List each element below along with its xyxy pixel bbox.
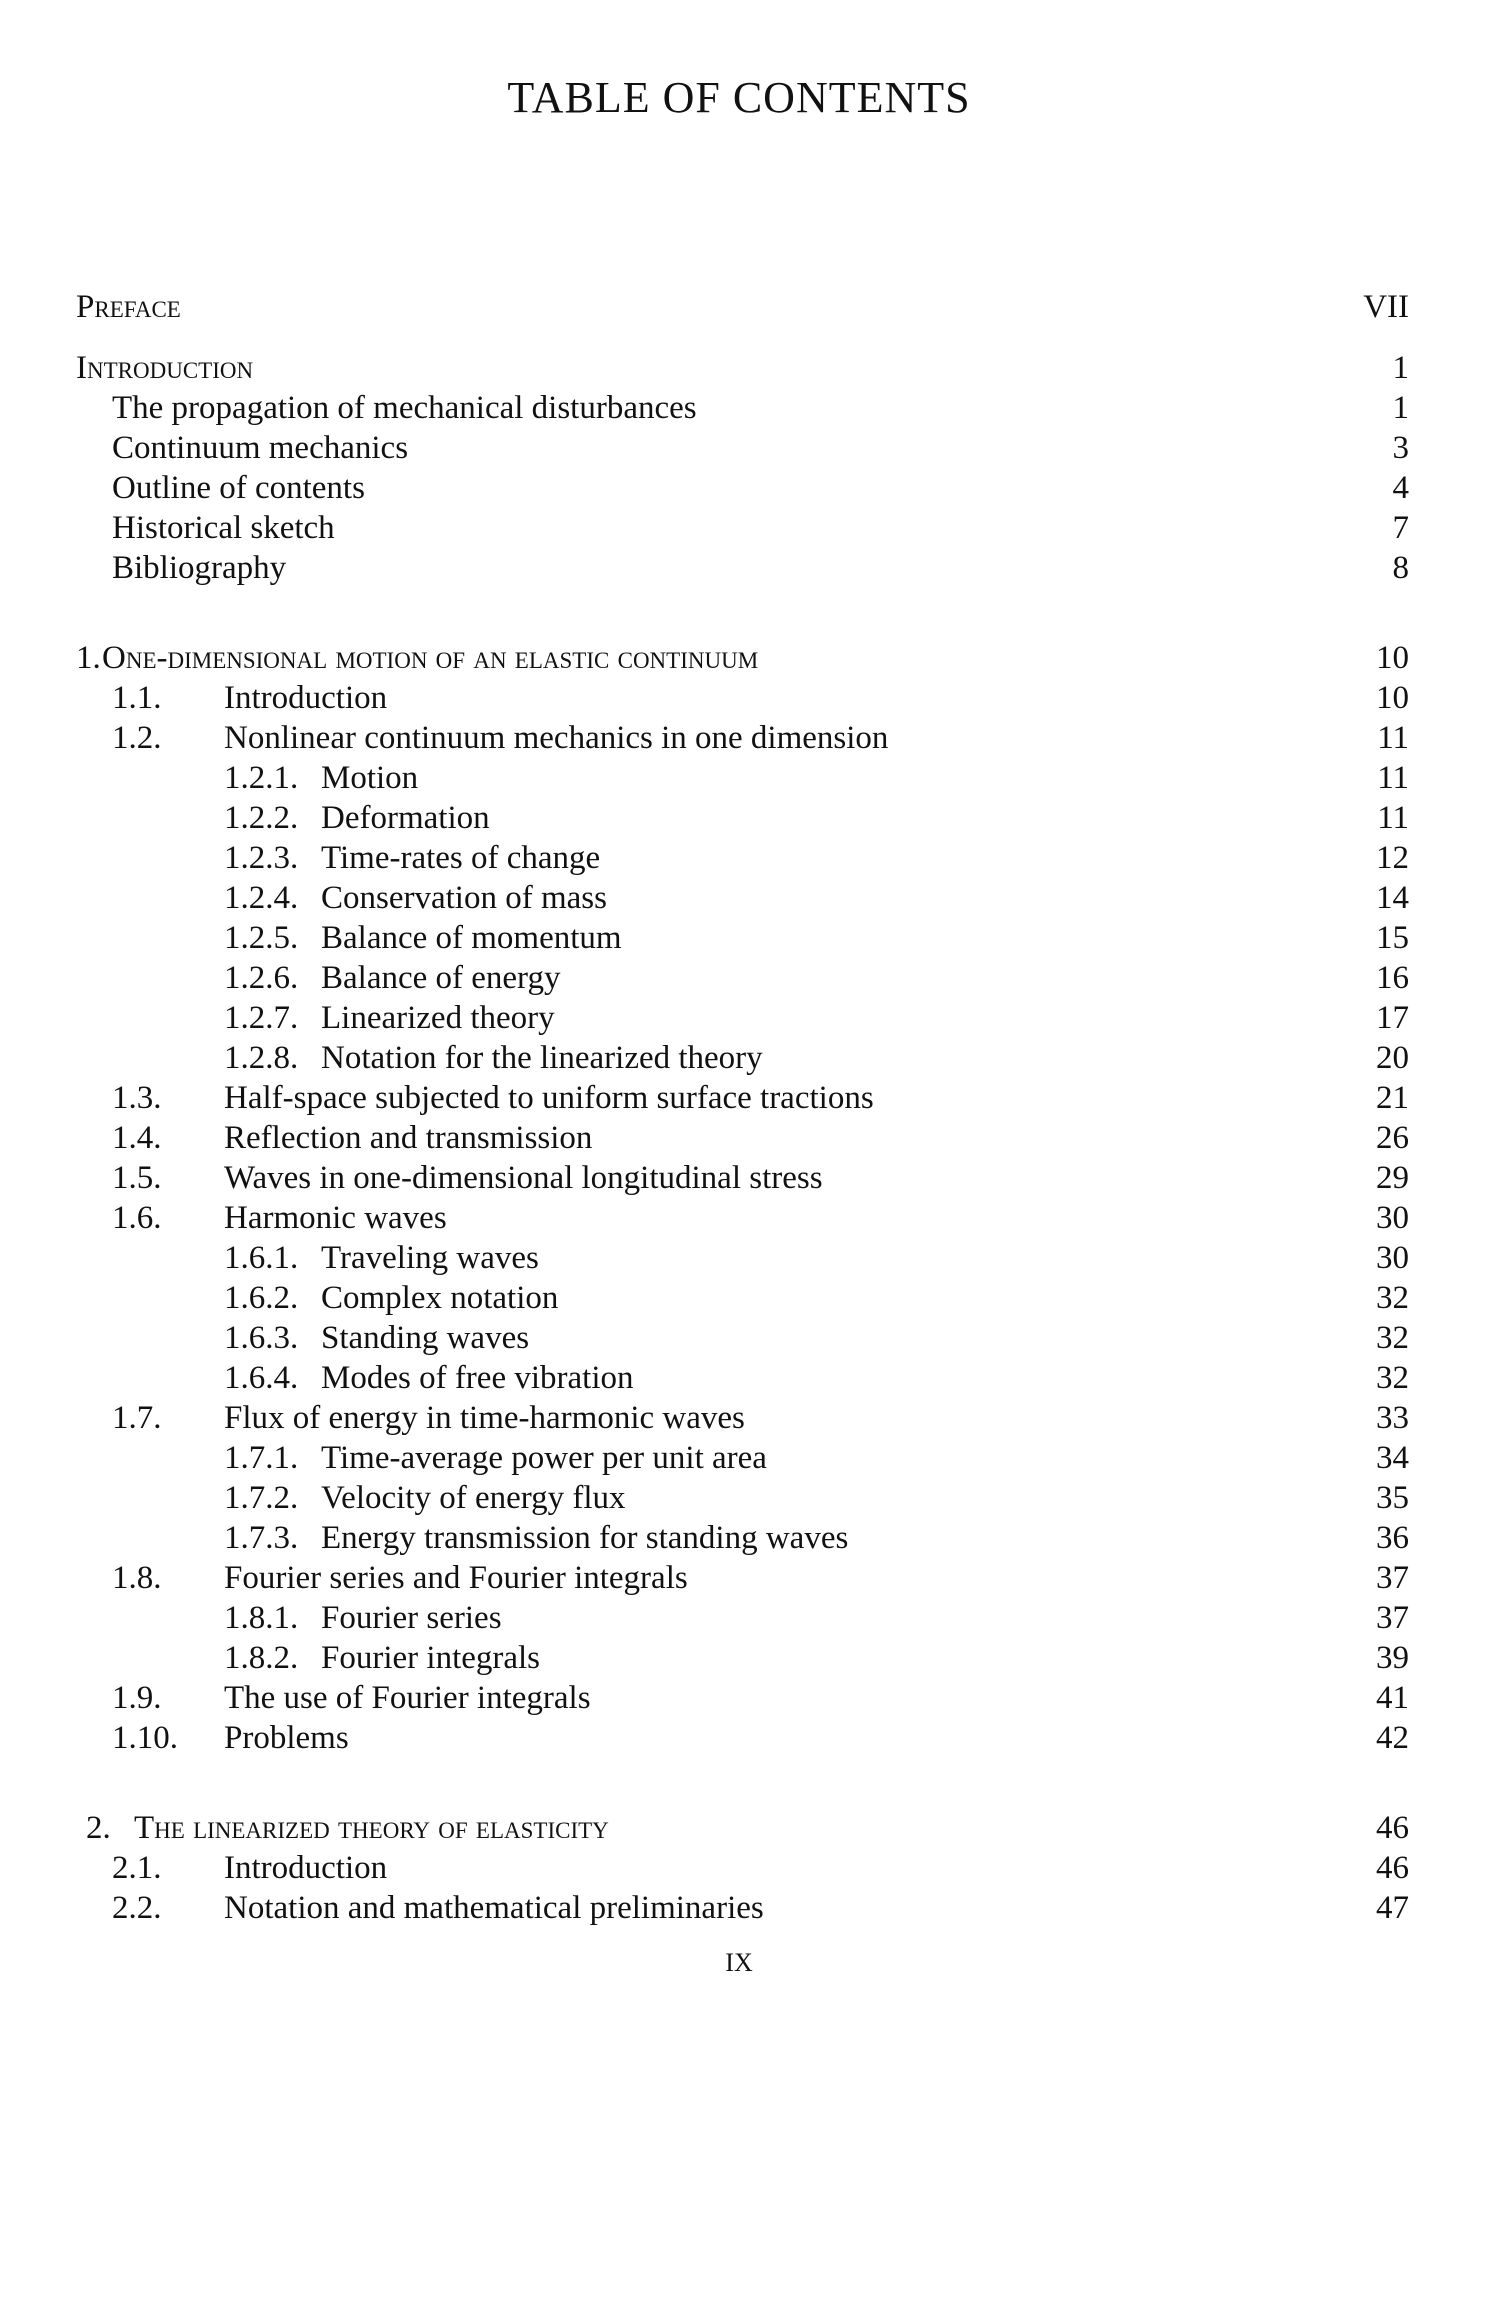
subsection-title: Velocity of energy flux (321, 1480, 626, 1516)
toc-entry (0, 508, 1500, 548)
chapter-page: 46 (1376, 1810, 1409, 1846)
subsection-number: 1.6.1. (224, 1240, 299, 1276)
subsection-title: Energy transmission for standing waves (321, 1520, 849, 1556)
section-number: 1.6. (112, 1200, 162, 1236)
toc-section (0, 1848, 1500, 1888)
subsection-page: 30 (1376, 1240, 1409, 1276)
subsection-number: 1.8.1. (224, 1600, 299, 1636)
toc-entry-page: 1 (1392, 390, 1409, 426)
toc-subsection (0, 1278, 1500, 1318)
toc-section (0, 1398, 1500, 1438)
section-title: Introduction (224, 1850, 388, 1886)
toc-entry (0, 428, 1500, 468)
subsection-page: 15 (1376, 920, 1409, 956)
toc-subsection (0, 1638, 1500, 1678)
toc-section (0, 1198, 1500, 1238)
toc-entry-title: Historical sketch (112, 510, 335, 546)
subsection-number: 1.7.2. (224, 1480, 299, 1516)
section-page: 46 (1376, 1850, 1409, 1886)
toc-section (0, 1158, 1500, 1198)
section-number: 1.8. (112, 1560, 162, 1596)
toc-entry-introduction (0, 348, 1500, 388)
section-title: Notation and mathematical preliminaries (224, 1890, 764, 1926)
subsection-page: 37 (1376, 1600, 1409, 1636)
toc-section (0, 678, 1500, 718)
toc-entry-title: Outline of contents (112, 470, 365, 506)
section-number: 1.2. (112, 720, 162, 756)
subsection-number: 1.6.2. (224, 1280, 299, 1316)
toc-subsection (0, 1038, 1500, 1078)
section-number: 1.7. (112, 1400, 162, 1436)
toc-entry-preface (0, 287, 1500, 327)
toc-entry-page: 7 (1392, 510, 1409, 546)
toc-entry-title: The propagation of mechanical disturbances (112, 390, 697, 426)
subsection-page: 14 (1376, 880, 1409, 916)
section-page: 26 (1376, 1120, 1409, 1156)
toc-subsection (0, 1238, 1500, 1278)
subsection-page: 16 (1376, 960, 1409, 996)
toc-subsection (0, 1598, 1500, 1638)
section-page: 42 (1376, 1720, 1409, 1756)
subsection-number: 1.2.2. (224, 800, 299, 836)
subsection-page: 35 (1376, 1480, 1409, 1516)
subsection-number: 1.7.3. (224, 1520, 299, 1556)
subsection-title: Fourier series (321, 1600, 502, 1636)
toc-entry (0, 468, 1500, 508)
section-number: 2.2. (112, 1890, 162, 1926)
section-number: 1.9. (112, 1680, 162, 1716)
section-page: 21 (1376, 1080, 1409, 1116)
subsection-title: Notation for the linearized theory (321, 1040, 763, 1076)
subsection-title: Time-average power per unit area (321, 1440, 767, 1476)
toc-subsection (0, 958, 1500, 998)
section-title: Introduction (224, 680, 388, 716)
subsection-title: Traveling waves (321, 1240, 539, 1276)
subsection-number: 1.2.4. (224, 880, 299, 916)
subsection-number: 1.6.3. (224, 1320, 299, 1356)
subsection-title: Conservation of mass (321, 880, 607, 916)
toc-entry-page: 1 (1392, 350, 1409, 386)
subsection-title: Complex notation (321, 1280, 559, 1316)
subsection-title: Modes of free vibration (321, 1360, 634, 1396)
section-page: 30 (1376, 1200, 1409, 1236)
page-folio: IX (725, 1948, 753, 1977)
section-page: 10 (1376, 680, 1409, 716)
subsection-page: 39 (1376, 1640, 1409, 1676)
toc-entry-title: Continuum mechanics (112, 430, 409, 466)
toc-section (0, 1718, 1500, 1758)
subsection-number: 1.2.8. (224, 1040, 299, 1076)
subsection-page: 34 (1376, 1440, 1409, 1476)
toc-subsection (0, 1358, 1500, 1398)
section-number: 1.3. (112, 1080, 162, 1116)
chapter-number: 1. (76, 640, 101, 676)
section-title: Harmonic waves (224, 1200, 447, 1236)
subsection-page: 20 (1376, 1040, 1409, 1076)
toc-section (0, 1678, 1500, 1718)
toc-section (0, 1558, 1500, 1598)
subsection-number: 1.6.4. (224, 1360, 299, 1396)
toc-subsection (0, 1318, 1500, 1358)
subsection-page: 12 (1376, 840, 1409, 876)
toc-chapter-1 (0, 638, 1500, 678)
section-page: 33 (1376, 1400, 1409, 1436)
section-page: 41 (1376, 1680, 1409, 1716)
subsection-title: Standing waves (321, 1320, 530, 1356)
section-title: Half-space subjected to uniform surface tractions (224, 1080, 874, 1116)
section-number: 1.4. (112, 1120, 162, 1156)
chapter-title: One-dimensional motion of an elastic continuum (102, 640, 759, 676)
section-title: The use of Fourier integrals (224, 1680, 591, 1716)
section-number: 1.5. (112, 1160, 162, 1196)
toc-subsection (0, 1438, 1500, 1478)
toc-section (0, 1118, 1500, 1158)
toc-section (0, 1078, 1500, 1118)
subsection-number: 1.2.1. (224, 760, 299, 796)
toc-subsection (0, 798, 1500, 838)
toc-subsection (0, 918, 1500, 958)
subsection-number: 1.2.7. (224, 1000, 299, 1036)
subsection-page: 32 (1376, 1320, 1409, 1356)
subsection-title: Fourier integrals (321, 1640, 541, 1676)
subsection-title: Motion (321, 760, 419, 796)
subsection-title: Balance of momentum (321, 920, 622, 956)
toc-section (0, 718, 1500, 758)
section-title: Flux of energy in time-harmonic waves (224, 1400, 745, 1436)
subsection-number: 1.2.6. (224, 960, 299, 996)
section-page: 47 (1376, 1890, 1409, 1926)
toc-entry (0, 548, 1500, 588)
subsection-title: Balance of energy (321, 960, 561, 996)
toc-entry-title: Bibliography (112, 550, 287, 586)
subsection-page: 32 (1376, 1360, 1409, 1396)
toc-entry-page: VII (1363, 289, 1409, 325)
section-number: 1.10. (112, 1720, 178, 1756)
subsection-page: 11 (1377, 760, 1409, 796)
section-page: 37 (1376, 1560, 1409, 1596)
chapter-page: 10 (1376, 640, 1409, 676)
section-page: 29 (1376, 1160, 1409, 1196)
subsection-number: 1.8.2. (224, 1640, 299, 1676)
page-title: TABLE OF CONTENTS (507, 73, 971, 122)
toc-chapter-2 (0, 1808, 1500, 1848)
section-title: Waves in one-dimensional longitudinal stress (224, 1160, 823, 1196)
subsection-number: 1.7.1. (224, 1440, 299, 1476)
section-title: Nonlinear continuum mechanics in one dimension (224, 720, 889, 756)
subsection-number: 1.2.5. (224, 920, 299, 956)
chapter-title: The linearized theory of elasticity (134, 1810, 609, 1846)
section-title: Reflection and transmission (224, 1120, 593, 1156)
toc-entry-title: Introduction (76, 350, 254, 386)
toc-subsection (0, 878, 1500, 918)
toc-entry-page: 8 (1392, 550, 1409, 586)
toc-section (0, 1888, 1500, 1928)
subsection-number: 1.2.3. (224, 840, 299, 876)
subsection-page: 17 (1376, 1000, 1409, 1036)
subsection-title: Deformation (321, 800, 490, 836)
section-title: Fourier series and Fourier integrals (224, 1560, 688, 1596)
subsection-page: 32 (1376, 1280, 1409, 1316)
toc-subsection (0, 758, 1500, 798)
subsection-page: 36 (1376, 1520, 1409, 1556)
toc-entry-title: Preface (76, 289, 181, 325)
chapter-number: 2. (86, 1810, 111, 1846)
section-title: Problems (224, 1720, 349, 1756)
subsection-title: Linearized theory (321, 1000, 555, 1036)
toc-entry-page: 3 (1392, 430, 1409, 466)
toc-subsection (0, 838, 1500, 878)
toc-subsection (0, 998, 1500, 1038)
subsection-page: 11 (1377, 800, 1409, 836)
section-number: 1.1. (112, 680, 162, 716)
section-page: 11 (1377, 720, 1409, 756)
section-number: 2.1. (112, 1850, 162, 1886)
toc-entry (0, 388, 1500, 428)
toc-subsection (0, 1518, 1500, 1558)
toc-subsection (0, 1478, 1500, 1518)
toc-entry-page: 4 (1392, 470, 1409, 506)
subsection-title: Time-rates of change (321, 840, 601, 876)
